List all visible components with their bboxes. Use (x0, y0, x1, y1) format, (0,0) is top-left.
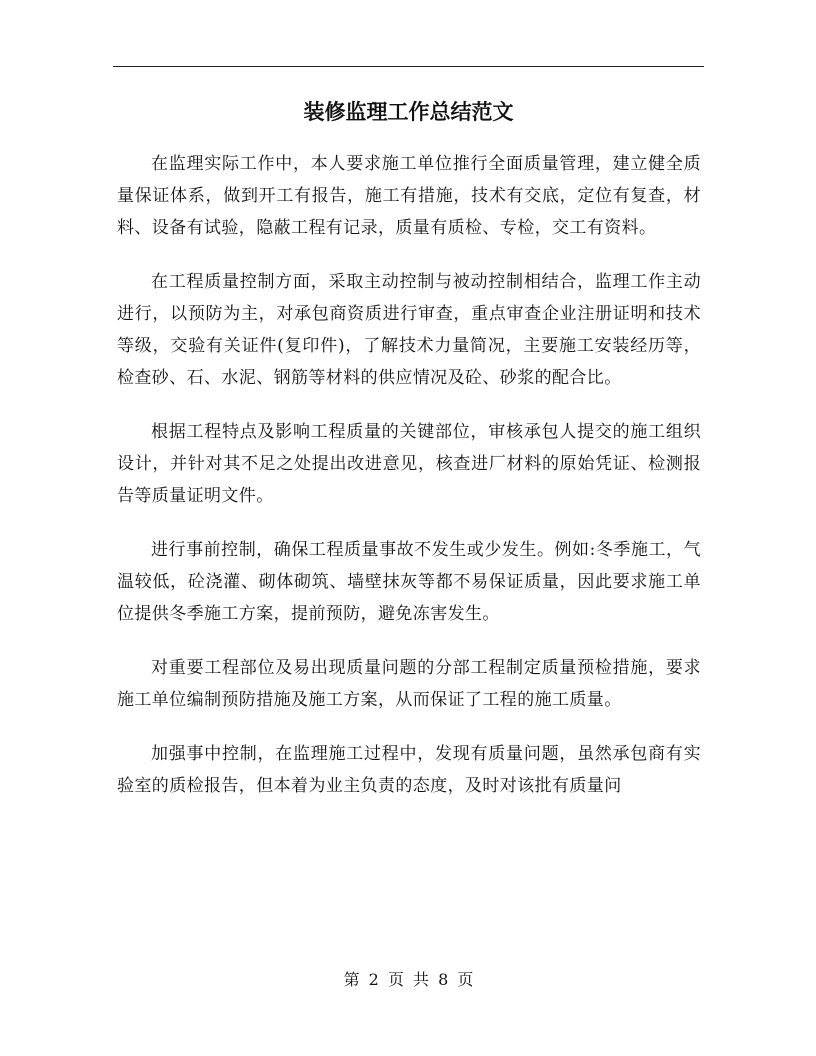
header-rule (113, 66, 704, 67)
paragraph-4: 进行事前控制，确保工程质量事故不发生或少发生。例如:冬季施工，气温较低，砼浇灌、砌体砌筑、墙壁抹灰等都不易保证质量，因此要求施工单位提供冬季施工方案，提前预防，避免冻害发生。 (117, 540, 701, 624)
document-title: 装修监理工作总结范文 (303, 99, 514, 124)
document-body (117, 148, 701, 824)
paragraph-5: 对重要工程部位及易出现质量问题的分部工程制定质量预检措施，要求施工单位编制预防措施及施工方案，从而保证了工程的施工质量。 (117, 658, 701, 710)
paragraph-2: 在工程质量控制方面，采取主动控制与被动控制相结合，监理工作主动进行，以预防为主，对承包商资质进行审查，重点审查企业注册证明和技术等级，交验有关证件(复印件)，了解技术力量简况，主要施工安装经历等，检查砂、石、水泥、钢筋等材料的供应情况及砼、砂浆的配合比。 (117, 272, 701, 388)
paragraph-3: 根据工程特点及影响工程质量的关键部位，审核承包人提交的施工组织设计，并针对其不足之处提出改进意见，核查进厂材料的原始凭证、检测报告等质量证明文件。 (117, 422, 701, 506)
paragraph-1: 在监理实际工作中，本人要求施工单位推行全面质量管理，建立健全质量保证体系，做到开工有报告，施工有措施，技术有交底，定位有复查，材料、设备有试验，隐蔽工程有记录，质量有质检、专检，交工有资料。 (117, 154, 701, 238)
page-number: 第 2 页 共 8 页 (343, 970, 474, 989)
paragraph-6: 加强事中控制，在监理施工过程中，发现有质量问题，虽然承包商有实验室的质检报告，但本着为业主负责的态度，及时对该批有质量问 (117, 744, 701, 796)
